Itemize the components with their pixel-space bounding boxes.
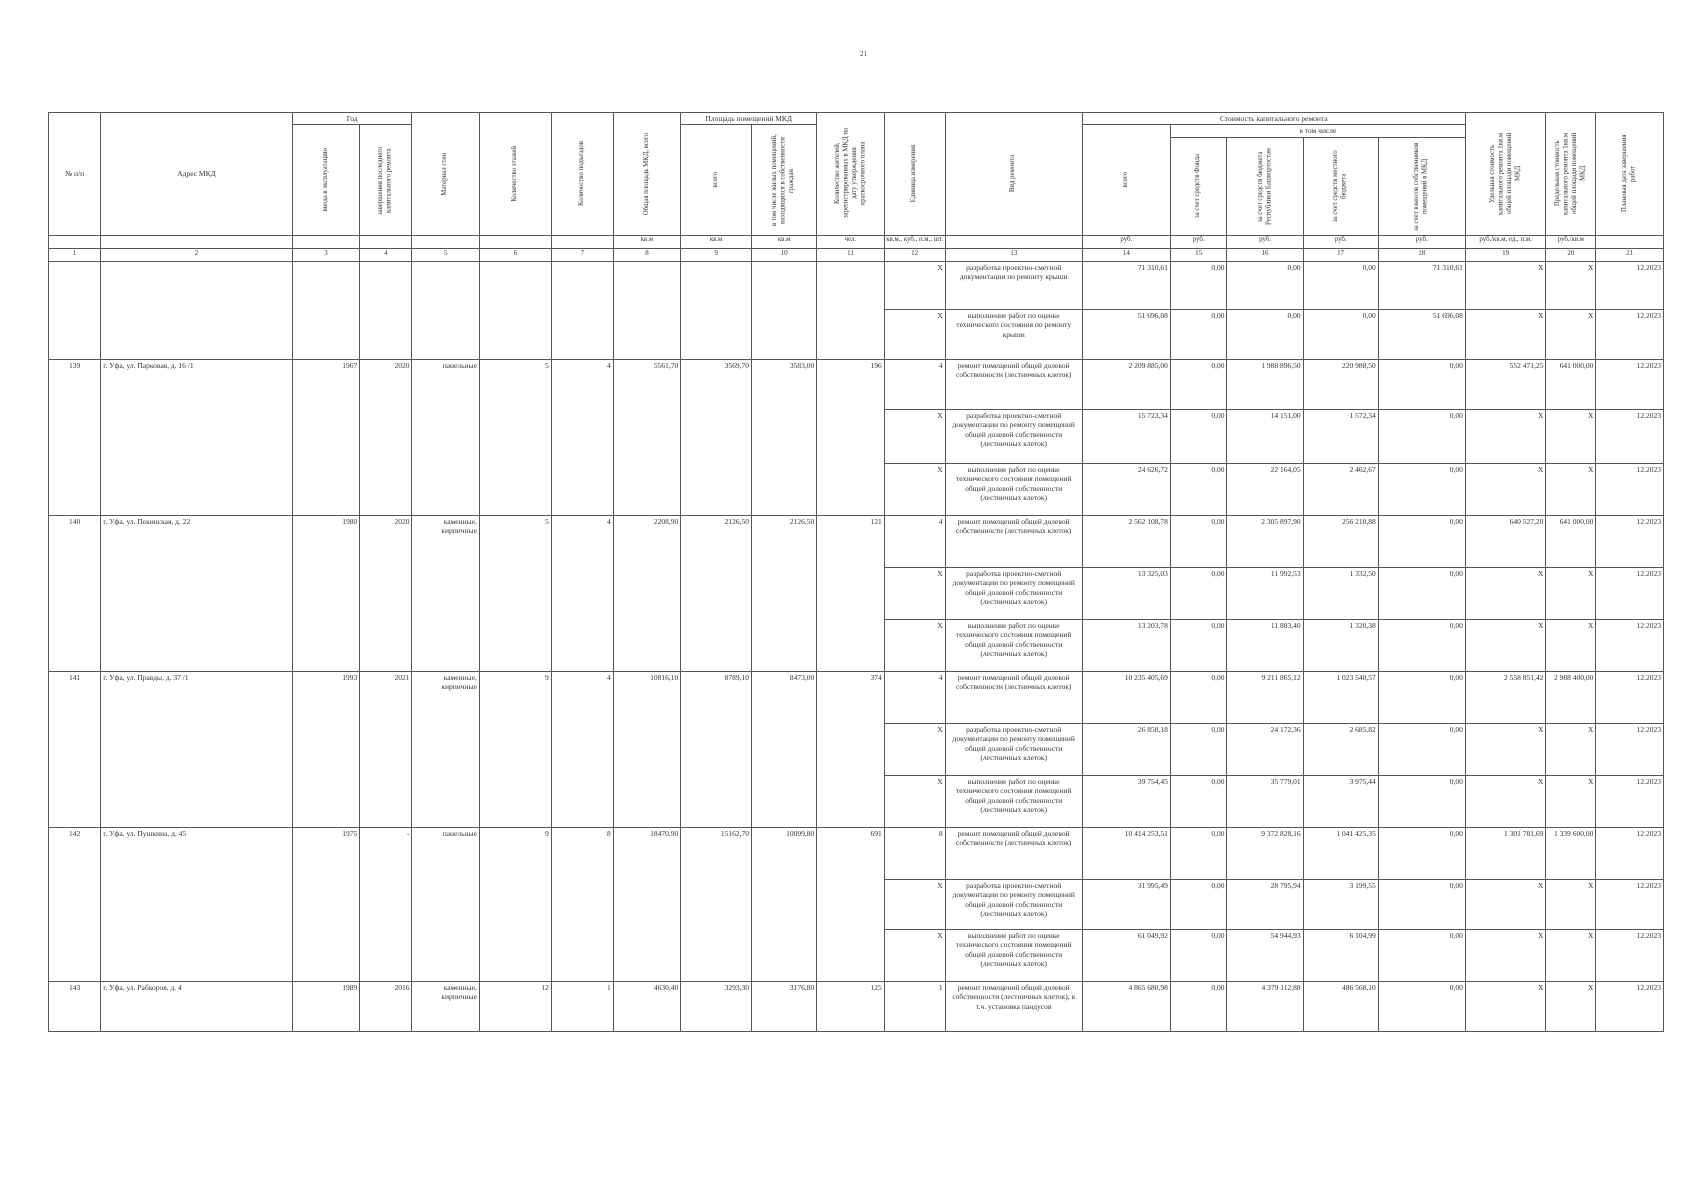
header-floors: Количество этажей: [479, 113, 551, 236]
unit-cost: X: [1465, 619, 1546, 671]
unit-cell-4: [360, 235, 412, 248]
deadline-date: 12.2023: [1596, 981, 1664, 1031]
column-number-12: 12: [884, 248, 945, 261]
cost-owners: 0,00: [1378, 619, 1465, 671]
header-year: Год: [292, 113, 412, 125]
units-row: [49, 235, 1664, 248]
premises-area: 3293,30: [681, 981, 752, 1031]
cost-republic: 1 988 896,50: [1227, 359, 1303, 409]
wall-material: каменные, кирпичные: [412, 671, 479, 827]
year-last-repair: -: [360, 827, 412, 981]
unit-cost: 2 558 851,42: [1465, 671, 1546, 723]
unit-cost: 552 471,25: [1465, 359, 1546, 409]
column-number-3: 3: [292, 248, 359, 261]
limit-cost: 641 000,00: [1546, 359, 1596, 409]
column-number-19: 19: [1465, 248, 1546, 261]
house-address: г. Уфа, ул. Парковая, д. 16 /1: [101, 359, 293, 515]
cost-republic: 22 164,05: [1227, 463, 1303, 515]
unit-value: X: [884, 261, 945, 309]
total-area: 18470,90: [613, 827, 680, 981]
residents-count: 374: [817, 671, 884, 827]
unit-cell-14: руб.: [1082, 235, 1170, 248]
cost-local: 6 104,99: [1303, 929, 1378, 981]
year-commission: 1980: [292, 515, 359, 671]
header-unit: Единица измерения: [884, 113, 945, 236]
cost-owners: 0,00: [1378, 463, 1465, 515]
premises-area: 15162,70: [681, 827, 752, 981]
wall-material: каменные, кирпичные: [412, 981, 479, 1031]
cost-owners: 0,00: [1378, 515, 1465, 567]
cost-republic: 28 795,94: [1227, 879, 1303, 929]
cost-republic: 35 779,01: [1227, 775, 1303, 827]
header-premises-area: Площадь помещений МКД: [681, 113, 817, 125]
entrances-count: 4: [551, 671, 613, 827]
unit-cell-8: кв.м: [613, 235, 680, 248]
unit-cell-7: [551, 235, 613, 248]
year-commission: 1967: [292, 359, 359, 515]
limit-cost: X: [1546, 723, 1596, 775]
limit-cost: X: [1546, 981, 1596, 1031]
unit-cell-13: [945, 235, 1082, 248]
year-commission: 1975: [292, 827, 359, 981]
unit-cell-15: руб.: [1170, 235, 1227, 248]
header-premises-citizens: в том числе жилых помещений, находящихся в собственности граждан: [751, 125, 816, 235]
total-area: 10816,10: [613, 671, 680, 827]
unit-cell-5: [412, 235, 479, 248]
cost-local: 1 332,50: [1303, 567, 1378, 619]
header-entrances: Количество подъездов: [551, 113, 613, 236]
floors-count: [479, 261, 551, 359]
total-area: 2208,90: [613, 515, 680, 671]
header-fund: за счет средств Фонда: [1170, 137, 1227, 235]
column-number-10: 10: [751, 248, 816, 261]
cost-republic: 11 992,53: [1227, 567, 1303, 619]
residents-count: 196: [817, 359, 884, 515]
unit-cell-2: [101, 235, 293, 248]
unit-cell-21: [1596, 235, 1664, 248]
work-type: разработка проектно-сметной документации по ремонту крыши: [945, 261, 1082, 309]
header-year-last-repair: завершения последнего капитального ремонта: [360, 125, 412, 235]
residents-count: [817, 261, 884, 359]
cost-total: 39 754,45: [1082, 775, 1170, 827]
cost-owners: 0,00: [1378, 827, 1465, 879]
cost-republic: 24 172,36: [1227, 723, 1303, 775]
cost-local: 486 568,10: [1303, 981, 1378, 1031]
entrances-count: 4: [551, 515, 613, 671]
work-type: разработка проектно-сметной документации по ремонту помещений общей долевой собственности (лестничных клеток): [945, 723, 1082, 775]
unit-cost: X: [1465, 409, 1546, 463]
residents-count: 125: [817, 981, 884, 1031]
cost-owners: 71 310,61: [1378, 261, 1465, 309]
unit-value: 4: [884, 515, 945, 567]
cost-owners: 51 696,08: [1378, 309, 1465, 359]
citizens-premises-area: [751, 261, 816, 359]
floors-count: 12: [479, 981, 551, 1031]
header-republic: за счет средств бюджета Республики Башкортостан: [1227, 137, 1303, 235]
house-address: г. Уфа, ул. Правды, д. 37 /1: [101, 671, 293, 827]
unit-value: X: [884, 775, 945, 827]
header-material: Материал стен: [412, 113, 479, 236]
cost-fund: 0,00: [1170, 359, 1227, 409]
column-number-13: 13: [945, 248, 1082, 261]
column-number-9: 9: [681, 248, 752, 261]
deadline-date: 12.2023: [1596, 359, 1664, 409]
unit-cost: 1 301 781,69: [1465, 827, 1546, 879]
total-area: 4630,40: [613, 981, 680, 1031]
page-number: 21: [860, 50, 867, 58]
cost-fund: 0,00: [1170, 409, 1227, 463]
cost-total: 13 325,03: [1082, 567, 1170, 619]
cost-total: 51 696,08: [1082, 309, 1170, 359]
cost-owners: 0,00: [1378, 981, 1465, 1031]
cost-fund: 0,00: [1170, 879, 1227, 929]
cost-total: 31 995,49: [1082, 879, 1170, 929]
residents-count: 121: [817, 515, 884, 671]
cost-fund: 0,00: [1170, 463, 1227, 515]
column-number-21: 21: [1596, 248, 1664, 261]
unit-cost: X: [1465, 929, 1546, 981]
unit-cost: X: [1465, 775, 1546, 827]
year-last-repair: 2020: [360, 515, 412, 671]
house-number: 141: [49, 671, 101, 827]
column-numbers-row: [49, 248, 1664, 261]
entrances-count: 8: [551, 827, 613, 981]
house-address: [101, 261, 293, 359]
table-row: [49, 261, 1664, 309]
residents-count: 691: [817, 827, 884, 981]
cost-fund: 0,00: [1170, 567, 1227, 619]
column-number-2: 2: [101, 248, 293, 261]
wall-material: [412, 261, 479, 359]
table-row: [49, 981, 1664, 1031]
cost-fund: 0,00: [1170, 775, 1227, 827]
unit-cost: X: [1465, 879, 1546, 929]
floors-count: 5: [479, 515, 551, 671]
premises-area: 8789,10: [681, 671, 752, 827]
header-limit-cost: Предельная стоимость капитального ремонта 1кв.м общей площади помещений МКД: [1546, 113, 1596, 236]
limit-cost: 1 339 600,00: [1546, 827, 1596, 879]
header-unit-cost: Удельная стоимость капитального ремонта 1кв.м общей площади помещений МКД: [1465, 113, 1546, 236]
floors-count: 5: [479, 359, 551, 515]
unit-cost: X: [1465, 309, 1546, 359]
cost-fund: 0,00: [1170, 723, 1227, 775]
deadline-date: 12.2023: [1596, 515, 1664, 567]
limit-cost: X: [1546, 619, 1596, 671]
unit-value: 1: [884, 981, 945, 1031]
house-number: 142: [49, 827, 101, 981]
cost-owners: 0,00: [1378, 409, 1465, 463]
cost-fund: 0,00: [1170, 671, 1227, 723]
cost-local: 1 320,38: [1303, 619, 1378, 671]
table-row: [49, 359, 1664, 409]
header-cost-total: всего: [1082, 125, 1170, 235]
work-type: выполнение работ по оценке технического состояния помещений общей долевой собственности (лестничных клеток): [945, 619, 1082, 671]
header-n: № п/п: [49, 113, 101, 236]
unit-cost: X: [1465, 981, 1546, 1031]
unit-value: 4: [884, 359, 945, 409]
cost-total: 13 203,78: [1082, 619, 1170, 671]
cost-fund: 0,00: [1170, 929, 1227, 981]
cost-republic: 11 883,40: [1227, 619, 1303, 671]
deadline-date: 12.2023: [1596, 261, 1664, 309]
cost-republic: 9 372 828,16: [1227, 827, 1303, 879]
unit-cost: 640 527,20: [1465, 515, 1546, 567]
header-premises-total: всего: [681, 125, 752, 235]
table-row: [49, 827, 1664, 879]
header-cost: Стоимость капитального ремонта: [1082, 113, 1465, 125]
header-incl: в том числе: [1170, 125, 1465, 137]
unit-cell-17: руб.: [1303, 235, 1378, 248]
column-number-15: 15: [1170, 248, 1227, 261]
header-deadline: Плановая дата завершения работ: [1596, 113, 1664, 236]
column-number-8: 8: [613, 248, 680, 261]
header-local: за счет средств местного бюджета: [1303, 137, 1378, 235]
unit-value: X: [884, 567, 945, 619]
deadline-date: 12.2023: [1596, 463, 1664, 515]
entrances-count: 1: [551, 981, 613, 1031]
unit-cell-3: [292, 235, 359, 248]
header-work-type: Вид ремонта: [945, 113, 1082, 236]
citizens-premises-area: 8473,00: [751, 671, 816, 827]
total-area: [613, 261, 680, 359]
deadline-date: 12.2023: [1596, 879, 1664, 929]
limit-cost: 2 988 400,00: [1546, 671, 1596, 723]
unit-cost: X: [1465, 723, 1546, 775]
cost-republic: 9 211 865,12: [1227, 671, 1303, 723]
cost-owners: 0,00: [1378, 671, 1465, 723]
limit-cost: X: [1546, 879, 1596, 929]
deadline-date: 12.2023: [1596, 671, 1664, 723]
house-number: [49, 261, 101, 359]
unit-value: X: [884, 309, 945, 359]
cost-republic: 0,00: [1227, 309, 1303, 359]
column-number-7: 7: [551, 248, 613, 261]
header-address: Адрес МКД: [101, 113, 293, 236]
cost-local: 3 199,55: [1303, 879, 1378, 929]
work-type: ремонт помещений общей долевой собственности (лестничных клеток), в т.ч. установка пандусов: [945, 981, 1082, 1031]
premises-area: 2126,50: [681, 515, 752, 671]
work-type: выполнение работ по оценке технического состояния помещений общей долевой собственности (лестничных клеток): [945, 775, 1082, 827]
work-type: ремонт помещений общей долевой собственности (лестничных клеток): [945, 515, 1082, 567]
deadline-date: 12.2023: [1596, 309, 1664, 359]
house-number: 143: [49, 981, 101, 1031]
cost-fund: 0,00: [1170, 619, 1227, 671]
unit-cell-1: [49, 235, 101, 248]
year-last-repair: 2021: [360, 671, 412, 827]
entrances-count: 4: [551, 359, 613, 515]
unit-value: 8: [884, 827, 945, 879]
cost-fund: 0,00: [1170, 515, 1227, 567]
unit-value: 4: [884, 671, 945, 723]
year-commission: 1993: [292, 671, 359, 827]
column-number-16: 16: [1227, 248, 1303, 261]
deadline-date: 12.2023: [1596, 619, 1664, 671]
citizens-premises-area: 3176,80: [751, 981, 816, 1031]
cost-total: 10 235 405,69: [1082, 671, 1170, 723]
cost-fund: 0,00: [1170, 309, 1227, 359]
unit-cell-18: руб.: [1378, 235, 1465, 248]
column-number-5: 5: [412, 248, 479, 261]
deadline-date: 12.2023: [1596, 723, 1664, 775]
column-number-1: 1: [49, 248, 101, 261]
capital-repair-table: [48, 112, 1664, 1032]
cost-total: 2 209 885,00: [1082, 359, 1170, 409]
cost-total: 71 310,61: [1082, 261, 1170, 309]
column-number-17: 17: [1303, 248, 1378, 261]
table-row: [49, 671, 1664, 723]
cost-total: 2 562 108,78: [1082, 515, 1170, 567]
year-last-repair: 2020: [360, 359, 412, 515]
cost-total: 24 626,72: [1082, 463, 1170, 515]
cost-local: 256 210,88: [1303, 515, 1378, 567]
cost-total: 61 049,92: [1082, 929, 1170, 981]
wall-material: панельные: [412, 827, 479, 981]
column-number-6: 6: [479, 248, 551, 261]
unit-value: X: [884, 929, 945, 981]
total-area: 5561,70: [613, 359, 680, 515]
cost-local: 1 041 425,35: [1303, 827, 1378, 879]
column-number-11: 11: [817, 248, 884, 261]
cost-local: 2 462,67: [1303, 463, 1378, 515]
work-type: выполнение работ по оценке технического состояния помещений общей долевой собственности (лестничных клеток): [945, 463, 1082, 515]
cost-fund: 0,00: [1170, 827, 1227, 879]
cost-republic: 14 151,00: [1227, 409, 1303, 463]
cost-fund: 0,00: [1170, 261, 1227, 309]
header-residents: Количество жителей, зарегистрированных в МКД на дату утверждения краткосрочного плана: [817, 113, 884, 236]
unit-value: X: [884, 619, 945, 671]
limit-cost: X: [1546, 775, 1596, 827]
house-number: 140: [49, 515, 101, 671]
cost-local: 1 023 540,57: [1303, 671, 1378, 723]
unit-cell-19: руб./кв.м, ед., п.м.: [1465, 235, 1546, 248]
cost-local: 220 988,50: [1303, 359, 1378, 409]
unit-value: X: [884, 879, 945, 929]
unit-value: X: [884, 723, 945, 775]
unit-cost: X: [1465, 261, 1546, 309]
cost-republic: 54 944,93: [1227, 929, 1303, 981]
limit-cost: X: [1546, 929, 1596, 981]
unit-cell-11: чел.: [817, 235, 884, 248]
unit-value: X: [884, 463, 945, 515]
unit-cell-12: кв.м., куб., п.м., шт.: [884, 235, 945, 248]
year-last-repair: [360, 261, 412, 359]
deadline-date: 12.2023: [1596, 409, 1664, 463]
cost-total: 15 723,34: [1082, 409, 1170, 463]
cost-owners: 0,00: [1378, 929, 1465, 981]
wall-material: каменные, кирпичные: [412, 515, 479, 671]
unit-cost: X: [1465, 567, 1546, 619]
wall-material: панельные: [412, 359, 479, 515]
header-owners: за счет взносов собственников помещений в МКД: [1378, 137, 1465, 235]
column-number-14: 14: [1082, 248, 1170, 261]
cost-total: 26 858,18: [1082, 723, 1170, 775]
cost-local: 2 685,82: [1303, 723, 1378, 775]
cost-republic: 0,00: [1227, 261, 1303, 309]
table-row: [49, 515, 1664, 567]
unit-value: X: [884, 409, 945, 463]
cost-owners: 0,00: [1378, 879, 1465, 929]
deadline-date: 12.2023: [1596, 827, 1664, 879]
work-type: выполнение работ по оценке технического состояния по ремонту крыши: [945, 309, 1082, 359]
column-number-18: 18: [1378, 248, 1465, 261]
deadline-date: 12.2023: [1596, 775, 1664, 827]
work-type: разработка проектно-сметной документации по ремонту помещений общей долевой собственности (лестничных клеток): [945, 409, 1082, 463]
unit-cell-6: [479, 235, 551, 248]
work-type: ремонт помещений общей долевой собственности (лестничных клеток): [945, 359, 1082, 409]
cost-owners: 0,00: [1378, 775, 1465, 827]
cost-total: 4 865 680,98: [1082, 981, 1170, 1031]
unit-cell-20: руб./кв.м: [1546, 235, 1596, 248]
cost-owners: 0,00: [1378, 359, 1465, 409]
floors-count: 9: [479, 671, 551, 827]
entrances-count: [551, 261, 613, 359]
citizens-premises-area: 3583,00: [751, 359, 816, 515]
cost-local: 0,00: [1303, 309, 1378, 359]
work-type: выполнение работ по оценке технического состояния помещений общей долевой собственности (лестничных клеток): [945, 929, 1082, 981]
cost-owners: 0,00: [1378, 567, 1465, 619]
unit-cell-9: кв.м: [681, 235, 752, 248]
year-commission: 1989: [292, 981, 359, 1031]
house-address: г. Уфа, ул. Пушкина, д. 45: [101, 827, 293, 981]
floors-count: 9: [479, 827, 551, 981]
year-last-repair: 2016: [360, 981, 412, 1031]
cost-local: 3 975,44: [1303, 775, 1378, 827]
limit-cost: X: [1546, 463, 1596, 515]
column-number-20: 20: [1546, 248, 1596, 261]
work-type: ремонт помещений общей долевой собственности (лестничных клеток): [945, 671, 1082, 723]
cost-local: 0,00: [1303, 261, 1378, 309]
year-commission: [292, 261, 359, 359]
limit-cost: X: [1546, 409, 1596, 463]
work-type: разработка проектно-сметной документации по ремонту помещений общей долевой собственности (лестничных клеток): [945, 567, 1082, 619]
table-body: [49, 261, 1664, 1031]
house-address: г. Уфа, ул. Рабкоров, д. 4: [101, 981, 293, 1031]
premises-area: [681, 261, 752, 359]
limit-cost: X: [1546, 261, 1596, 309]
work-type: разработка проектно-сметной документации по ремонту помещений общей долевой собственности (лестничных клеток): [945, 879, 1082, 929]
cost-total: 10 414 253,51: [1082, 827, 1170, 879]
cost-republic: 2 305 897,90: [1227, 515, 1303, 567]
header-total-area: Общая площадь МКД, всего: [613, 113, 680, 236]
column-number-4: 4: [360, 248, 412, 261]
header-year-commission: ввода в эксплуатацию: [292, 125, 359, 235]
cost-fund: 0,00: [1170, 981, 1227, 1031]
unit-cost: X: [1465, 463, 1546, 515]
cost-owners: 0,00: [1378, 723, 1465, 775]
house-address: г. Уфа, ул. Пекинская, д. 22: [101, 515, 293, 671]
unit-cell-10: кв.м: [751, 235, 816, 248]
unit-cell-16: руб.: [1227, 235, 1303, 248]
premises-area: 3569,70: [681, 359, 752, 515]
work-type: ремонт помещений общей долевой собственности (лестничных клеток): [945, 827, 1082, 879]
deadline-date: 12.2023: [1596, 567, 1664, 619]
cost-republic: 4 379 112,88: [1227, 981, 1303, 1031]
limit-cost: X: [1546, 309, 1596, 359]
deadline-date: 12.2023: [1596, 929, 1664, 981]
citizens-premises-area: 2126,50: [751, 515, 816, 671]
limit-cost: 641 000,00: [1546, 515, 1596, 567]
limit-cost: X: [1546, 567, 1596, 619]
house-number: 139: [49, 359, 101, 515]
citizens-premises-area: 10099,80: [751, 827, 816, 981]
cost-local: 1 572,34: [1303, 409, 1378, 463]
